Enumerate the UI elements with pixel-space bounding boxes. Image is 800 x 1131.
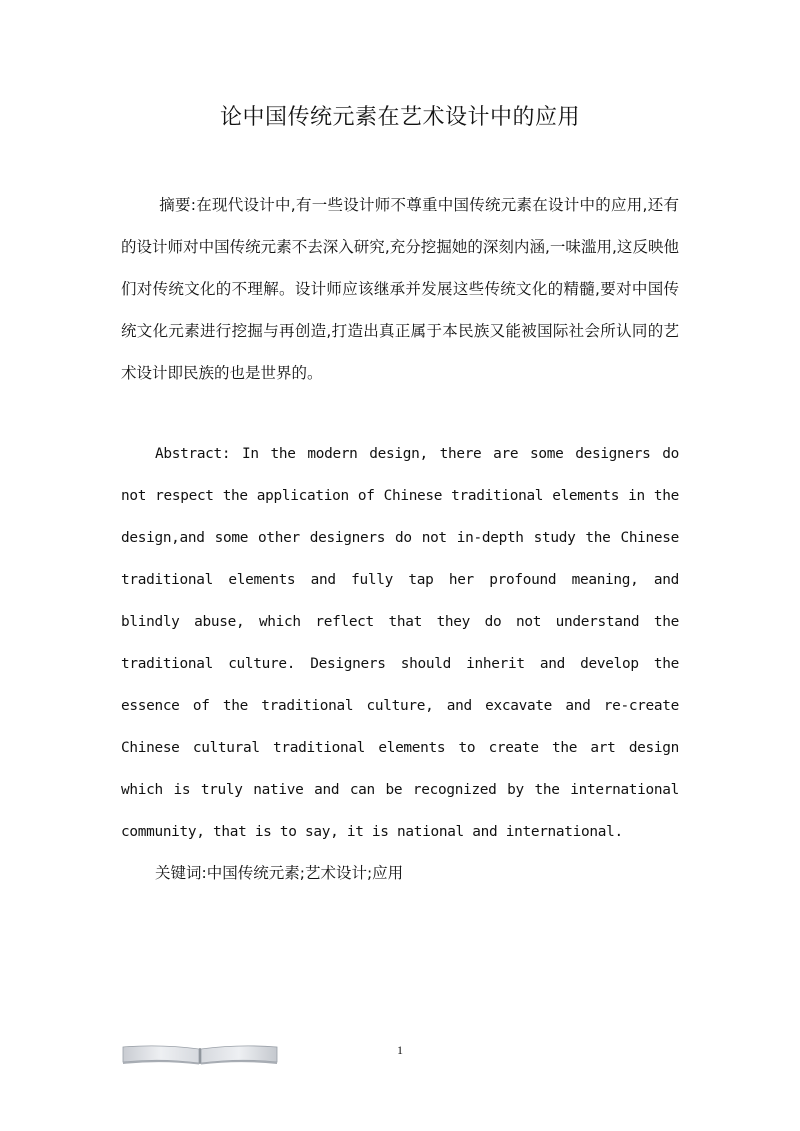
keywords: 关键词:中国传统元素;艺术设计;应用: [155, 864, 404, 882]
abstract-english: [121, 433, 679, 853]
abstract-english-text: Abstract: In the modern design, there are some designers do not respect the application of Chinese traditional elements in the design,and some other designers do not in-depth study the Chinese traditional elements and fully tap her profound meaning, and blindly abuse, which reflect that they do not understand the traditional culture. Designers should inherit and develop the essence of the traditional culture, and excavate and re-create Chinese cultural traditional elements to create the art design which is truly native and can be recognized by the international community, that is to say, it is national and international.: [121, 446, 679, 840]
open-book-icon: [121, 1043, 279, 1065]
page-number: 1: [397, 1043, 403, 1057]
abstract-chinese: [121, 184, 679, 394]
document-title: 论中国传统元素在艺术设计中的应用: [219, 105, 580, 130]
abstract-chinese-text: 摘要:在现代设计中,有一些设计师不尊重中国传统元素在设计中的应用,还有的设计师对中国传统元素不去深入研究,充分挖掘她的深刻内涵,一味滥用,这反映他们对传统文化的不理解。设计师应该继承并发展这些传统文化的精髓,要对中国传统文化元素进行挖掘与再创造,打造出真正属于本民族又能被国际社会所认同的艺术设计即民族的也是世界的。: [121, 196, 679, 382]
